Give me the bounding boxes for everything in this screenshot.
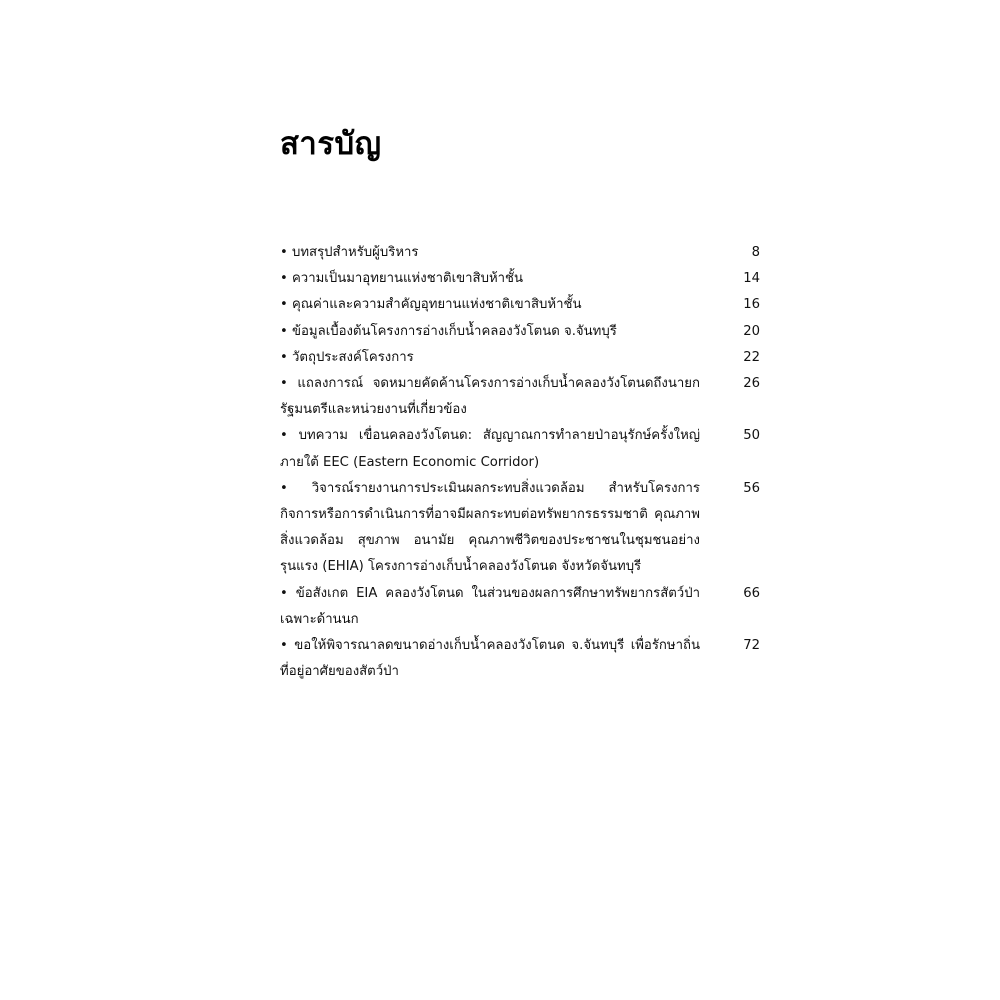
toc-entry-title: • บทสรุปสำหรับผู้บริหาร — [280, 245, 419, 260]
toc-entry-title: • ขอให้พิจารณาลดขนาดอ่างเก็บน้ำคลองวังโตนด จ.จันทบุรี เพื่อรักษาถิ่นที่อยู่อาศัยของสัตว์ป่า — [280, 638, 700, 680]
toc-entry[interactable] — [280, 371, 762, 423]
toc-entry-title: • วัตถุประสงค์โครงการ — [280, 349, 414, 365]
toc-page-number: 26 — [743, 376, 760, 392]
toc-entry-title: • บทความ เขื่อนคลองวังโตนด: สัญญาณการทำลายป่าอนุรักษ์ครั้งใหญ่ ภายใต้ EEC (Eastern Economic Corridor) — [280, 428, 700, 470]
toc-page-number: 8 — [751, 245, 760, 260]
toc-page-number: 50 — [743, 428, 760, 444]
bullet: • — [280, 638, 288, 654]
toc-entry[interactable] — [280, 319, 762, 345]
bullet: • — [280, 480, 288, 496]
bullet: • — [280, 585, 288, 601]
bullet: • — [280, 271, 288, 287]
table-of-contents — [280, 240, 762, 685]
toc-entry-title: • ความเป็นมาอุทยานแห่งชาติเขาสิบห้าชั้น — [280, 271, 524, 287]
toc-page-number: 14 — [743, 271, 760, 287]
toc-entry[interactable] — [280, 240, 762, 266]
toc-entry-title: • ข้อมูลเบื้องต้นโครงการอ่างเก็บน้ำคลองวังโตนด จ.จันทบุรี — [280, 323, 617, 339]
toc-entry-title: • วิจารณ์รายงานการประเมินผลกระทบสิ่งแวดล้อม สำหรับโครงการ กิจการหรือการดำเนินการที่อาจมีผลกระทบต่อทรัพยากรธรรมชาติ คุณภาพสิ่งแวดล้อม สุขภาพ อนามัย คุณภาพชีวิตของประชาชนในชุมชนอย่างรุนแรง (EHIA) โครงการอ่างเก็บน้ำคลองวังโตนด จังหวัดจันทบุรี — [280, 480, 700, 575]
toc-entry[interactable] — [280, 266, 762, 292]
toc-entry[interactable] — [280, 292, 762, 318]
toc-page-number: 56 — [743, 480, 760, 496]
toc-entry-title: • แถลงการณ์ จดหมายคัดค้านโครงการอ่างเก็บน้ำคลองวังโตนดถึงนายกรัฐมนตรีและหน่วยงานที่เกี่ยวข้อง — [280, 376, 700, 418]
toc-page-number: 66 — [743, 585, 760, 601]
bullet: • — [280, 428, 288, 444]
toc-entry-title: • ข้อสังเกต EIA คลองวังโตนด ในส่วนของผลการศึกษาทรัพยากรสัตว์ป่าเฉพาะด้านนก — [280, 585, 700, 627]
bullet: • — [280, 245, 288, 260]
toc-entry[interactable] — [280, 633, 762, 685]
toc-page-number: 72 — [743, 638, 760, 654]
bullet: • — [280, 297, 288, 313]
toc-entry[interactable] — [280, 345, 762, 371]
toc-page-number: 16 — [743, 297, 760, 313]
toc-entry[interactable] — [280, 423, 762, 475]
page-title: สารบัญ — [280, 126, 382, 162]
toc-page-number: 20 — [743, 323, 760, 339]
toc-entry-title: • คุณค่าและความสำคัญอุทยานแห่งชาติเขาสิบห้าชั้น — [280, 297, 582, 313]
bullet: • — [280, 349, 288, 365]
toc-page-number: 22 — [743, 349, 760, 365]
toc-entry[interactable] — [280, 476, 762, 581]
bullet: • — [280, 323, 288, 339]
bullet: • — [280, 376, 288, 392]
toc-entry[interactable] — [280, 581, 762, 633]
